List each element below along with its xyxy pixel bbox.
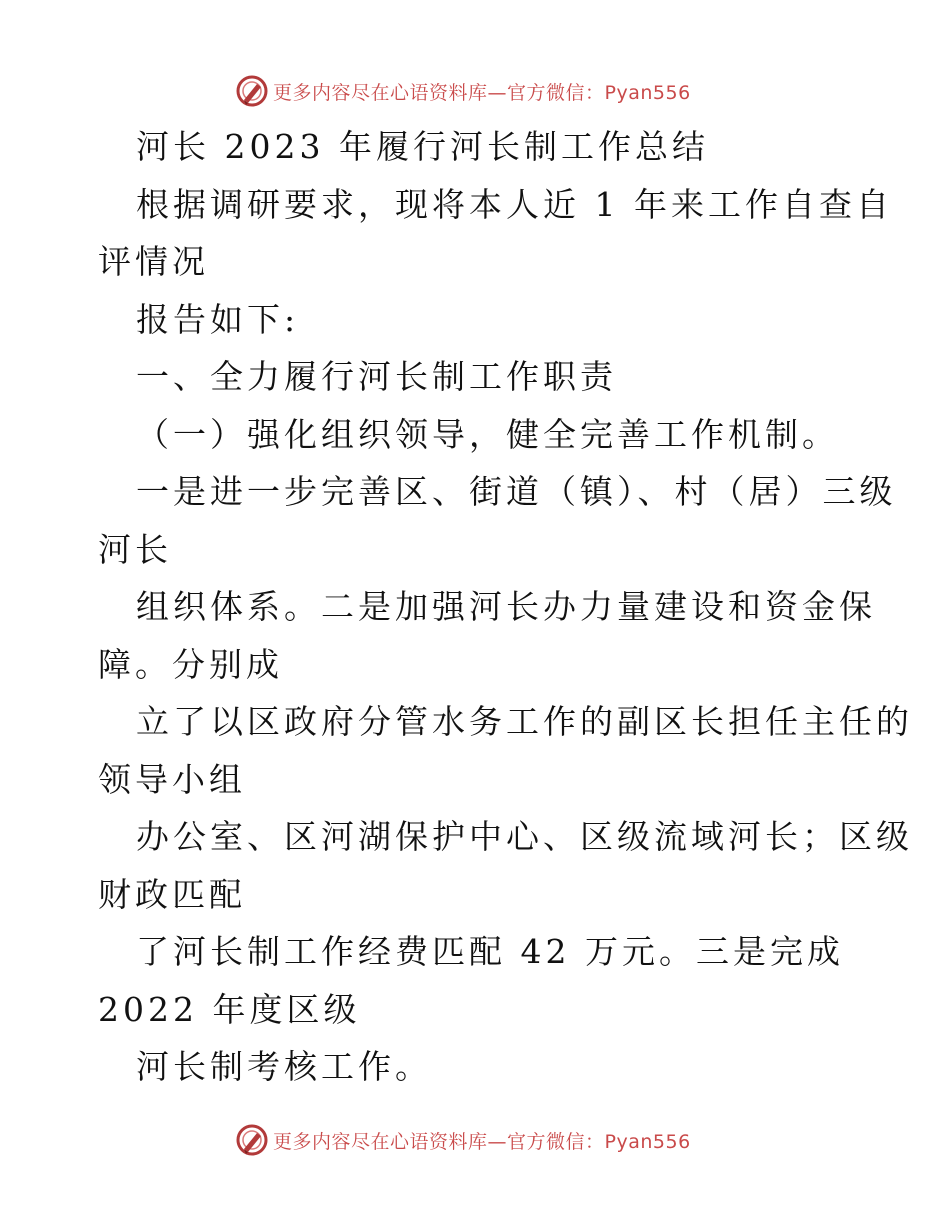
watermark-label: 更多内容尽在心语资料库—官方微信： bbox=[273, 1130, 605, 1153]
pen-logo-icon bbox=[235, 74, 269, 108]
watermark-label: 更多内容尽在心语资料库—官方微信： bbox=[273, 81, 605, 104]
paragraph-line: 评情况 bbox=[98, 242, 209, 281]
document-body bbox=[98, 118, 913, 1096]
footer-watermark bbox=[235, 1123, 691, 1157]
watermark-account: Pyan556 bbox=[604, 1130, 691, 1153]
watermark-account: Pyan556 bbox=[604, 81, 691, 104]
paragraph-line: 障。分别成 bbox=[98, 644, 283, 684]
paragraph-line: 河长制考核工作。 bbox=[136, 1047, 432, 1086]
subsection-heading: （一）强化组织领导，健全完善工作机制。 bbox=[136, 414, 839, 454]
watermark-text bbox=[273, 78, 691, 105]
paragraph-line: 了河长制工作经费匹配 42 万元。三是完成 bbox=[136, 932, 844, 971]
paragraph-line: 财政匹配 bbox=[98, 874, 246, 914]
section-heading: 一、全力履行河长制工作职责 bbox=[136, 357, 617, 396]
paragraph-line: 报告如下: bbox=[136, 299, 300, 339]
paragraph-line: 办公室、区河湖保护中心、区级流域河长；区级 bbox=[136, 817, 913, 856]
pen-logo-icon bbox=[235, 1123, 269, 1157]
header-watermark bbox=[235, 74, 691, 108]
paragraph-line: 根据调研要求，现将本人近 1 年来工作自查自 bbox=[136, 184, 893, 224]
paragraph-line: 领导小组 bbox=[98, 759, 246, 799]
paragraph-line: 一是进一步完善区、街道（镇）、村（居）三级 bbox=[136, 472, 897, 511]
paragraph-line: 组织体系。二是加强河长办力量建设和资金保 bbox=[136, 587, 876, 626]
document-title: 河长 2023 年履行河长制工作总结 bbox=[136, 127, 709, 166]
watermark-text bbox=[273, 1127, 691, 1154]
paragraph-line: 2022 年度区级 bbox=[98, 989, 361, 1029]
paragraph-line: 立了以区政府分管水务工作的副区长担任主任的 bbox=[136, 702, 913, 741]
paragraph-line: 河长 bbox=[98, 529, 172, 569]
